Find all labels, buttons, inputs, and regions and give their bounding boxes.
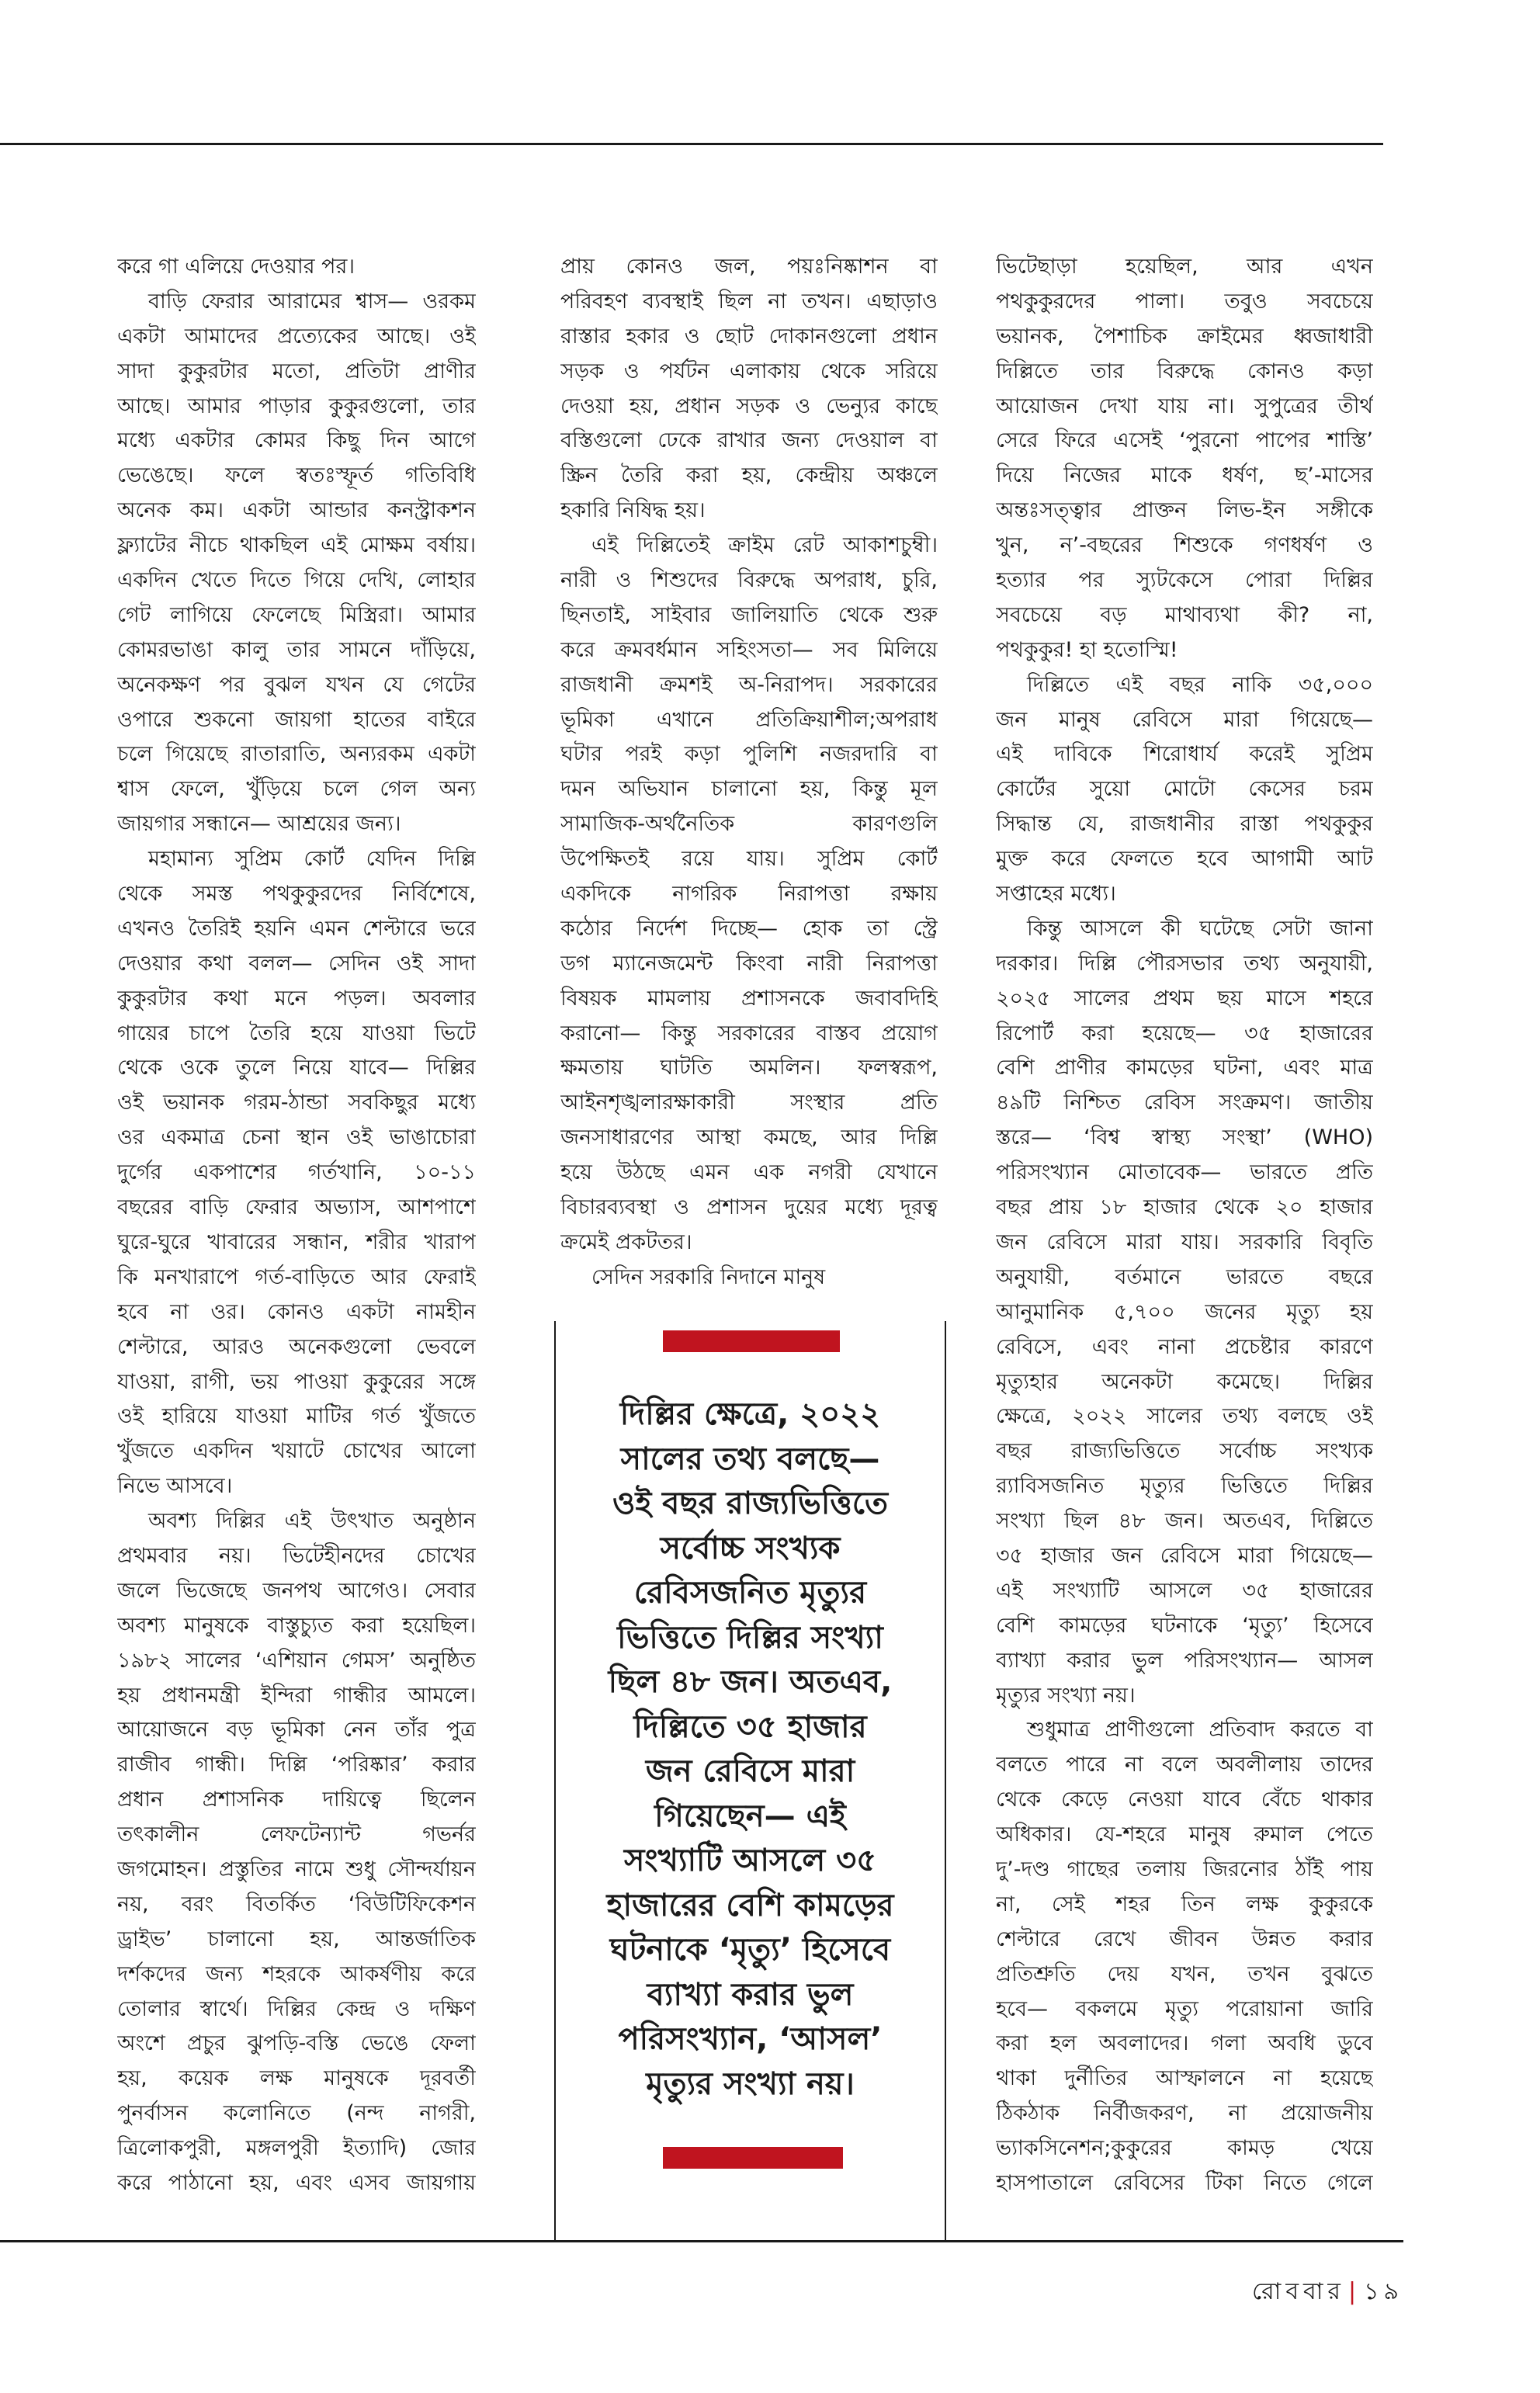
pull-quote-text <box>564 1392 937 2107</box>
text-line: দুর্গের একপাশের গর্তখানি, ১০-১১ <box>117 1160 476 1185</box>
text-line: হয়, কয়েক লক্ষ মানুষকে দূরবর্তী <box>117 2066 476 2091</box>
text-line: সেদিন সরকারি নিদানে মানুষ <box>591 1264 826 1289</box>
top-rule <box>0 143 1383 145</box>
text-line: একদিন খেতে দিতে গিয়ে দেখি, লোহার <box>117 568 476 593</box>
text-line: রেবিসে, এবং নানা প্রচেষ্টার কারণে <box>996 1334 1373 1359</box>
text-line: কোর্টের সুয়ো মোটো কেসের চরম <box>996 777 1373 802</box>
text-line: পরিসংখ্যান মোতাবেক— ভারতে প্রতি <box>996 1160 1373 1185</box>
text-line: পরিবহণ ব্যবস্থাই ছিল না তখন। এছাড়াও <box>560 289 938 314</box>
text-line: দিয়ে নিজের মাকে ধর্ষণ, ছ’-মাসের <box>996 463 1373 488</box>
pull-quote-bottom-bar <box>663 2147 843 2169</box>
pull-quote-line: সালের তথ্য বলছে— <box>620 1441 880 1477</box>
text-line: অনেক কম। একটা আন্ডার কনস্ট্রাকশন <box>117 498 476 523</box>
text-line: আছে। আমার পাড়ার কুকুরগুলো, তার <box>117 394 476 418</box>
text-line: চলে গিয়েছে রাতারাতি, অন্যরকম একটা <box>117 742 476 767</box>
text-line: থেকে সমস্ত পথকুকুরদের নির্বিশেষে, <box>117 882 476 907</box>
text-line: আনুমানিক ৫,৭০০ জনের মৃত্যু হয় <box>996 1299 1373 1324</box>
text-line: দর্শকদের জন্য শহরকে আকর্ষণীয় করে <box>117 1961 476 1986</box>
text-line: বলতে পারে না বলে অবলীলায় তাদের <box>996 1753 1373 1777</box>
text-line: জগমোহন। প্রস্তুতির নামে শুধু সৌন্দর্যায়ন <box>117 1857 476 1881</box>
text-line: দরকার। দিল্লি পৌরসভার তথ্য অনুযায়ী, <box>996 951 1373 976</box>
text-line: জায়গার সন্ধানে— আশ্রয়ের জন্য। <box>117 812 401 837</box>
text-line: একটা আমাদের প্রত্যেকের আছে। ওই <box>117 324 476 349</box>
text-line: শেল্টারে, আরও অনেকগুলো ভেবলে <box>117 1334 476 1359</box>
text-line: গেট লাগিয়ে ফেলেছে মিস্ত্রিরা। আমার <box>117 602 476 627</box>
text-line: তোলার স্বার্থে। দিল্লির কেন্দ্র ও দক্ষিণ <box>117 1996 476 2021</box>
text-line: মৃত্যুহার অনেকটা কমেছে। দিল্লির <box>996 1369 1373 1394</box>
text-line: মৃত্যুর সংখ্যা নয়। <box>996 1683 1136 1708</box>
text-line: ব্যাখ্যা করার ভুল পরিসংখ্যান— আসল <box>996 1648 1373 1673</box>
text-line: ক্রমেই প্রকটতর। <box>560 1229 692 1254</box>
text-line: ১৯৮২ সালের ‘এশিয়ান গেমস’ অনুষ্ঠিত <box>117 1648 476 1673</box>
text-line: ত্রিলোকপুরী, মঙ্গলপুরী ইত্যাদি) জোর <box>117 2136 476 2161</box>
text-line: করানো— কিন্তু সরকারের বাস্তব প্রয়োগ <box>560 1021 938 1046</box>
text-line: সাদা কুকুরটার মতো, প্রতিটা প্রাণীর <box>117 359 476 383</box>
text-line: বেশি প্রাণীর কামড়ের ঘটনা, এবং মাত্র <box>996 1056 1373 1080</box>
text-line: মহামান্য সুপ্রিম কোর্ট যেদিন দিল্লি <box>148 847 476 872</box>
text-line: বিষয়ক মামলায় প্রশাসনকে জবাবদিহি <box>560 986 938 1011</box>
text-line: প্রতিশ্রুতি দেয় যখন, তখন বুঝতে <box>996 1961 1373 1986</box>
text-line: অনুযায়ী, বর্তমানে ভারতে বছরে <box>996 1264 1373 1289</box>
footer-separator: | <box>1348 2278 1361 2305</box>
text-line: প্রধান প্রশাসনিক দায়িত্বে ছিলেন <box>117 1788 476 1812</box>
pull-quote-line: জন রেবিসে মারা <box>645 1753 855 1789</box>
text-line: ভিটেছাড়া হয়েছিল, আর এখন <box>996 255 1373 279</box>
text-line: এই দিল্লিতেই ক্রাইম রেট আকাশচুম্বী। <box>591 533 938 558</box>
text-line: গায়ের চাপে তৈরি হয়ে যাওয়া ভিটে <box>117 1021 476 1046</box>
text-line: এখনও তৈরিই হয়নি এমন শেল্টারে ভরে <box>117 916 476 941</box>
text-line: দমন অভিযান চালানো হয়, কিন্তু মূল <box>560 777 938 802</box>
text-line: আয়োজনে বড় ভূমিকা নেন তাঁর পুত্র <box>117 1718 476 1743</box>
text-line: রাজীব গান্ধী। দিল্লি ‘পরিষ্কার’ করার <box>117 1753 476 1777</box>
text-line: হয় প্রধানমন্ত্রী ইন্দিরা গান্ধীর আমলে। <box>117 1683 476 1708</box>
text-line: ২০২৫ সালের প্রথম ছয় মাসে শহরে <box>996 986 1373 1011</box>
text-line: কঠোর নির্দেশ দিচ্ছে— হোক তা স্ট্রে <box>560 916 938 941</box>
text-line: জনসাধারণের আস্থা কমছে, আর দিল্লি <box>560 1125 938 1150</box>
pull-quote-box <box>554 1321 946 2240</box>
text-line: একদিকে নাগরিক নিরাপত্তা রক্ষায় <box>560 882 938 907</box>
pull-quote-line: গিয়েছেন— এই <box>654 1798 846 1834</box>
text-line: ক্ষেত্রে, ২০২২ সালের তথ্য বলছে ওই <box>996 1404 1373 1429</box>
text-line: অংশে প্রচুর ঝুপড়ি-বস্তি ভেঙে ফেলা <box>117 2031 476 2056</box>
text-line: সামাজিক-অর্থনৈতিক কারণগুলি <box>560 812 938 837</box>
text-line: হবে না ওর। কোনও একটা নামহীন <box>117 1299 476 1324</box>
text-line: আয়োজন দেখা যায় না। সুপুত্রের তীর্থ <box>996 394 1373 418</box>
pull-quote-line: সর্বোচ্চ সংখ্যক <box>660 1530 841 1566</box>
text-line: ফ্ল্যাটের নীচে থাকছিল এই মোক্ষম বর্ষায়। <box>117 533 476 558</box>
text-line: কোমরভাঙা কালু তার সামনে দাঁড়িয়ে, <box>117 637 476 662</box>
text-line: করে গা এলিয়ে দেওয়ার পর। <box>117 255 356 279</box>
text-line: আইনশৃঙ্খলারক্ষাকারী সংস্থার প্রতি <box>560 1091 938 1115</box>
text-line: হাসপাতালে রেবিসের টিকা নিতে গেলে <box>996 2170 1373 2195</box>
text-line: থেকে কেড়ে নেওয়া যাবে বেঁচে থাকার <box>996 1788 1373 1812</box>
text-line: ড্রাইভ’ চালানো হয়, আন্তর্জাতিক <box>117 1927 476 1951</box>
page-number: ১৯ <box>1364 2278 1403 2305</box>
text-line: প্রথমবার নয়। ভিটেহীনদের চোখের <box>117 1543 476 1568</box>
text-line: এই দাবিকে শিরোধার্য করেই সুপ্রিম <box>996 742 1373 767</box>
pull-quote-line: ভিত্তিতে দিল্লির সংখ্যা <box>617 1619 883 1656</box>
text-line: বছরের বাড়ি ফেরার অভ্যাস, আশপাশে <box>117 1195 476 1220</box>
text-line: পথকুকুর! হা হতোস্মি! <box>996 637 1178 662</box>
text-line: বস্তিগুলো ঢেকে রাখার জন্য দেওয়াল বা <box>560 428 938 453</box>
text-line: ডগ ম্যানেজমেন্ট কিংবা নারী নিরাপত্তা <box>560 951 938 976</box>
text-line: হবে— বকলমে মৃত্যু পরোয়ানা জারি <box>996 1996 1373 2021</box>
text-line: রাস্তার হকার ও ছোট দোকানগুলো প্রধান <box>560 324 938 349</box>
text-line: রিপোর্ট করা হয়েছে— ৩৫ হাজারের <box>996 1021 1373 1046</box>
text-line: কিন্তু আসলে কী ঘটেছে সেটা জানা <box>1027 916 1373 941</box>
publication-name: রোববার <box>1251 2278 1345 2305</box>
pull-quote-line: মৃত্যুর সংখ্যা নয়। <box>646 2065 855 2102</box>
pull-quote-line: ঘটনাকে ‘মৃত্যু’ হিসেবে <box>609 1932 891 1968</box>
text-line: বাড়ি ফেরার আরামের শ্বাস— ওরকম <box>148 289 476 314</box>
pull-quote-line: সংখ্যাটি আসলে ৩৫ <box>623 1843 877 1878</box>
pull-quote-top-bar <box>663 1330 840 1352</box>
pull-quote-line: ওই বছর রাজ্যভিত্তিতে <box>612 1486 888 1521</box>
text-line: অন্তঃসত্ত্বার প্রাক্তন লিভ-ইন সঙ্গীকে <box>996 498 1373 523</box>
text-line: ছিনতাই, সাইবার জালিয়াতি থেকে শুরু <box>560 602 938 627</box>
text-line: সড়ক ও পর্যটন এলাকায় থেকে সরিয়ে <box>560 359 938 383</box>
text-line: মধ্যে একটার কোমর কিছু দিন আগে <box>117 428 476 453</box>
article-column-3 <box>996 250 1373 2201</box>
text-line: ভেঙেছে। ফলে স্বতঃস্ফূর্ত গতিবিধি <box>117 463 476 488</box>
text-line: ৩৫ হাজার জন রেবিসে মারা গিয়েছে— <box>996 1543 1373 1568</box>
text-line: বিচারব্যবস্থা ও প্রশাসন দুয়ের মধ্যে দূরত্ব <box>560 1195 938 1220</box>
text-line: সিদ্ধান্ত যে, রাজধানীর রাস্তা পথকুকুর <box>996 812 1373 837</box>
pull-quote-line: দিল্লির ক্ষেত্রে, ২০২২ <box>619 1396 881 1432</box>
text-line: থেকে ওকে তুলে নিয়ে যাবে— দিল্লির <box>117 1056 476 1080</box>
article-column-1 <box>117 250 476 2201</box>
text-line: সংখ্যা ছিল ৪৮ জন। অতএব, দিল্লিতে <box>996 1509 1373 1534</box>
text-line: হত্যার পর স্যুটকেসে পোরা দিল্লির <box>996 568 1373 593</box>
text-line: দেওয়া হয়, প্রধান সড়ক ও ভেন্যুর কাছে <box>560 394 938 418</box>
text-line: বছর রাজ্যভিত্তিতে সর্বোচ্চ সংখ্যক <box>996 1439 1373 1464</box>
text-line: দেওয়ার কথা বলল— সেদিন ওই সাদা <box>117 951 476 976</box>
text-line: হয়ে উঠছে এমন এক নগরী যেখানে <box>560 1160 938 1185</box>
text-line: ঠিকঠাক নির্বীজকরণ, না প্রয়োজনীয় <box>996 2101 1373 2126</box>
text-line: মুক্ত করে ফেলতে হবে আগামী আট <box>996 847 1373 872</box>
text-line: কি মনখারাপে গর্ত-বাড়িতে আর ফেরাই <box>117 1264 476 1289</box>
text-line: রাজধানী ক্রমশই অ-নিরাপদ। সরকারের <box>560 672 938 697</box>
text-line: স্ক্রিন তৈরি করা হয়, কেন্দ্রীয় অঞ্চলে <box>560 463 938 488</box>
text-line: শেল্টারে রেখে জীবন উন্নত করার <box>996 1927 1373 1951</box>
text-line: পথকুকুরদের পালা। তবুও সবচেয়ে <box>996 289 1373 314</box>
text-line: শুধুমাত্র প্রাণীগুলো প্রতিবাদ করতে বা <box>1027 1718 1373 1743</box>
text-line: বছর প্রায় ১৮ হাজার থেকে ২০ হাজার <box>996 1195 1373 1220</box>
pull-quote-line: দিল্লিতে ৩৫ হাজার <box>633 1708 867 1745</box>
text-line: অবশ্য দিল্লির এই উৎখাত অনুষ্ঠান <box>148 1509 476 1534</box>
text-line: পুনর্বাসন কলোনিতে (নন্দ নাগরী, <box>117 2101 476 2126</box>
text-line: দিল্লিতে তার বিরুদ্ধে কোনও কড়া <box>996 359 1373 383</box>
text-line: ক্ষমতায় ঘাটতি অমলিন। ফলস্বরূপ, <box>560 1056 938 1080</box>
text-line: খুঁজতে একদিন খয়াটে চোখের আলো <box>117 1439 476 1464</box>
text-line: স্তরে— ‘বিশ্ব স্বাস্থ্য সংস্থা’ (WHO) <box>996 1125 1373 1150</box>
text-line: দু’-দণ্ড গাছের তলায় জিরনোর ঠাঁই পায় <box>996 1857 1373 1881</box>
pull-quote-line: রেবিসজনিত মৃত্যুর <box>633 1575 867 1611</box>
text-line: ঘটার পরই কড়া পুলিশি নজরদারি বা <box>560 742 938 767</box>
text-line: ওই হারিয়ে যাওয়া মাটির গর্ত খুঁজতে <box>117 1404 476 1429</box>
text-line: দিল্লিতে এই বছর নাকি ৩৫,০০০ <box>1027 672 1373 697</box>
text-line: না, সেই শহর তিন লক্ষ কুকুরকে <box>996 1892 1373 1916</box>
text-line: বেশি কামড়ের ঘটনাকে ‘মৃত্যু’ হিসেবে <box>996 1613 1373 1638</box>
page-footer <box>1252 2273 1403 2312</box>
text-line: নয়, বরং বিতর্কিত ‘বিউটিফিকেশন <box>117 1892 476 1916</box>
text-line: জলে ভিজেছে জনপথ আগেও। সেবার <box>117 1578 476 1603</box>
article-column-2 <box>560 250 938 1295</box>
text-line: নারী ও শিশুদের বিরুদ্ধে অপরাধ, চুরি, <box>560 568 938 593</box>
text-line: থাকা দুর্নীতির আস্ফালনে না হয়েছে <box>996 2066 1373 2091</box>
text-line: তৎকালীন লেফটেন্যান্ট গভর্নর <box>117 1822 476 1847</box>
text-line: ওপারে শুকনো জায়গা হাতের বাইরে <box>117 707 476 732</box>
text-line: র‍্যাবিসজনিত মৃত্যুর ভিত্তিতে দিল্লির <box>996 1474 1373 1499</box>
text-line: সেরে ফিরে এসেই ‘পুরনো পাপের শাস্তি’ <box>996 428 1373 453</box>
text-line: প্রায় কোনও জল, পয়ঃনিষ্কাশন বা <box>560 255 938 279</box>
text-line: অবশ্য মানুষকে বাস্তুচ্যুত করা হয়েছিল। <box>117 1613 476 1638</box>
text-line: করে ক্রমবর্ধমান সহিংসতা— সব মিলিয়ে <box>560 637 938 662</box>
text-line: সপ্তাহের মধ্যে। <box>996 882 1116 907</box>
text-line: করে পাঠানো হয়, এবং এসব জায়গায় <box>117 2170 476 2195</box>
text-line: অনেকক্ষণ পর বুঝল যখন যে গেটের <box>117 672 476 697</box>
text-line: সবচেয়ে বড় মাথাব্যথা কী? না, <box>996 602 1373 627</box>
text-line: ৪৯টি নিশ্চিত রেবিস সংক্রমণ। জাতীয় <box>996 1091 1373 1115</box>
text-line: শ্বাস ফেলে, খুঁড়িয়ে চলে গেল অন্য <box>117 777 476 802</box>
text-line: উপেক্ষিতই রয়ে যায়। সুপ্রিম কোর্ট <box>560 847 938 872</box>
text-line: ভূমিকা এখানে প্রতিক্রিয়াশীল;অপরাধ <box>560 707 938 732</box>
text-line: ওর একমাত্র চেনা স্থান ওই ভাঙাচোরা <box>117 1125 476 1150</box>
pull-quote-line: ব্যাখ্যা করার ভুল <box>647 1976 854 2013</box>
text-line: হকারি নিষিদ্ধ হয়। <box>560 498 706 523</box>
text-line: জন মানুষ রেবিসে মারা গিয়েছে— <box>996 707 1373 732</box>
text-line: ভয়ানক, পৈশাচিক ক্রাইমের ধ্বজাধারী <box>996 324 1373 349</box>
text-line: খুন, ন’-বছরের শিশুকে গণধর্ষণ ও <box>996 533 1373 558</box>
pull-quote-line: ছিল ৪৮ জন। অতএব, <box>608 1664 893 1700</box>
pull-quote-line: পরিসংখ্যান, ‘আসল’ <box>618 2021 883 2057</box>
text-line: ভ্যাকসিনেশন;কুকুরের কামড় খেয়ে <box>996 2136 1373 2161</box>
text-line: এই সংখ্যাটি আসলে ৩৫ হাজারের <box>996 1578 1373 1603</box>
text-line: যাওয়া, রাগী, ভয় পাওয়া কুকুরের সঙ্গে <box>117 1369 476 1394</box>
text-line: ঘুরে-ঘুরে খাবারের সন্ধান, শরীর খারাপ <box>117 1229 476 1254</box>
text-line: জন রেবিসে মারা যায়। সরকারি বিবৃতি <box>996 1229 1373 1254</box>
text-line: অধিকার। যে-শহরে মানুষ রুমাল পেতে <box>996 1822 1373 1847</box>
text-line: নিভে আসবে। <box>117 1474 233 1499</box>
text-line: কুকুরটার কথা মনে পড়ল। অবলার <box>117 986 476 1011</box>
pull-quote-line: হাজারের বেশি কামড়ের <box>606 1887 894 1923</box>
bottom-rule <box>0 2240 1403 2242</box>
text-line: ওই ভয়ানক গরম-ঠান্ডা সবকিছুর মধ্যে <box>117 1091 476 1115</box>
text-line: করা হল অবলাদের। গলা অবধি ডুবে <box>996 2031 1373 2056</box>
